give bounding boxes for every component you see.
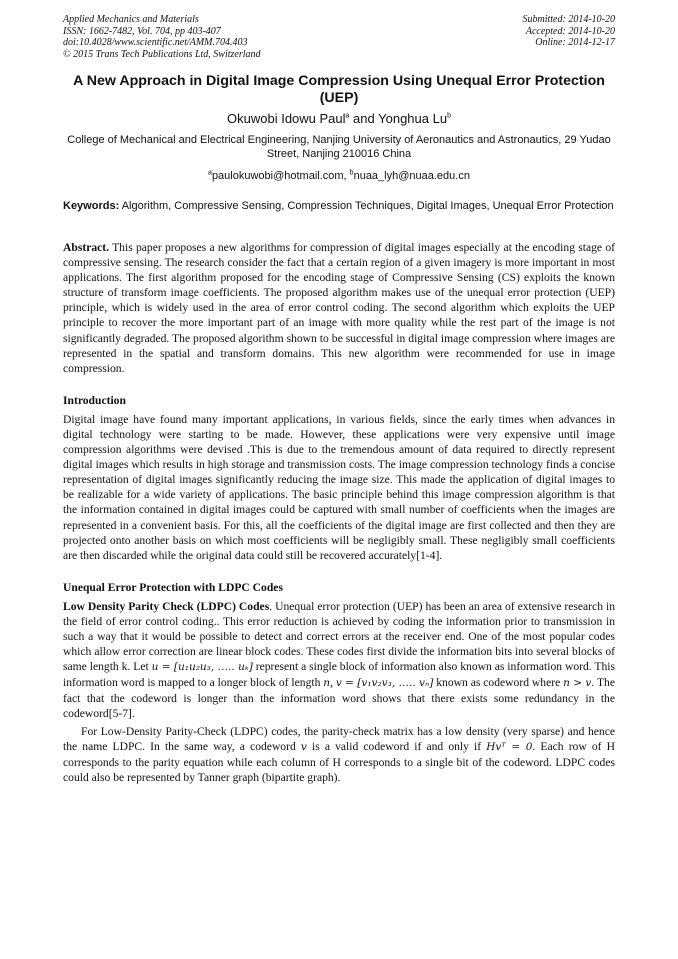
- p1-a: . Unequal error protection (UEP) has been an area of extensive research in the field of error control coding.. This error reduction is achieved by coding the information prior to transmission in such a way that it would be possible to detect and correct errors at the receiver end. One of the most popular codes which allow error correction are linear block codes. These codes first divide the information bits into several blocks of same length k. Let: [63, 599, 615, 674]
- email-b-sup: b: [349, 169, 354, 177]
- journal-issn: ISSN: 1662-7482, Vol. 704, pp 403-407: [63, 25, 221, 37]
- keywords-text: Algorithm, Compressive Sensing, Compression Techniques, Digital Images, Unequal Error Protection: [119, 200, 614, 212]
- author-and: and: [349, 111, 379, 126]
- paper-page: [63, 14, 615, 785]
- author-2-sup: b: [447, 112, 451, 120]
- p2-b: is a valid codeword if and only if: [306, 739, 487, 753]
- journal-dates: [523, 14, 616, 60]
- email-a[interactable]: paulokuwobi@hotmail.com,: [211, 170, 350, 182]
- author-line: [63, 111, 615, 127]
- journal-header: [63, 14, 615, 60]
- date-online: Online: 2014-12-17: [535, 37, 615, 48]
- math-u: u = [u₁u₂u₃, ….. uₖ]: [151, 661, 253, 674]
- email-line: [63, 169, 615, 183]
- uep-paragraph-2: [63, 724, 615, 785]
- p1-c: ,: [330, 676, 336, 690]
- uep-section-heading: Unequal Error Protection with LDPC Codes: [63, 580, 283, 594]
- introduction-text: Digital image have found many important applications, in various fields, since the early times when advances in digital technology were starting to be made. However, these applications were very expensive until image compression algorithms were devised .This is due to the tremendous amount of data required to directly represent digital images which results in high storage and transmission costs. The image compression technology finds a concise representation of digital images significantly reducing the image size. This made the application of digital images to be realizable for a wide variety of applications. The basic principle behind this image compression algorithm is that the information contained in digital images could be captured with small number of coefficients when the images are represented in a convenient basis. For this, all the coefficients of the digital image are first collected and then they are projected onto another basis on which most coefficients will be negligibly small. These negligibly small coefficients are then discarded while the original data could still be recovered accurately[1-4].: [63, 412, 615, 562]
- math-n-gt-v: n > v: [563, 677, 592, 690]
- date-submitted: Submitted: 2014-10-20: [522, 14, 615, 25]
- p2-a: For Low-Density Parity-Check (LDPC) codes, the parity-check matrix has a low density (very sparse) and hence the name LDPC. In the same way, a codeword: [63, 724, 615, 753]
- p1-d: known as codeword where: [433, 676, 564, 690]
- math-n: n: [323, 677, 331, 690]
- journal-info: [63, 14, 261, 60]
- abstract-label: Abstract.: [63, 241, 110, 254]
- author-1: Okuwobi Idowu Paul: [227, 111, 346, 126]
- email-b[interactable]: nuaa_lyh@nuaa.edu.cn: [353, 170, 470, 182]
- abstract-text: This paper proposes a new algorithms for compression of digital images especially at the encoding stage of compressive sensing. The research consider the fact that a certain region of a given imagery is more important in most applications. The first algorithm proposed for the encoding stage of Compressive Sensing (CS) exploits the known structure of transform image coefficients. The proposed algorithm makes use of the unequal error protection (UEP) principle, which is widely used in the area of error control coding. The second algorithm which exploits the UEP principle to recover the more important part of an image with more quality while the rest part of the image is not significantly degraded. The proposed algorithm shown to be successful in digital image compression where images are represented in the spatial and transform domains. This new algorithm were recommended for use in image compression.: [63, 241, 615, 375]
- journal-name: Applied Mechanics and Materials: [63, 14, 199, 25]
- p1-b: represent a single block of information also known as information word. This information word is mapped to a longer block of length: [63, 660, 615, 690]
- email-a-sup: a: [208, 169, 212, 177]
- paper-title: A New Approach in Digital Image Compression Using Unequal Error Protection (UEP): [73, 73, 605, 106]
- keywords: [63, 199, 615, 213]
- math-hvt: Hvᵀ = 0: [486, 740, 533, 753]
- journal-doi: doi:10.4028/www.scientific.net/AMM.704.403: [63, 37, 248, 48]
- date-accepted: Accepted: 2014-10-20: [525, 25, 615, 37]
- journal-copyright: © 2015 Trans Tech Publications Ltd, Switzerland: [63, 48, 261, 60]
- p2-c: . Each row of H corresponds to the parity equation while each column of H corresponds to a single bit of the codeword. LDPC codes could also be represented by Tanner graph (bipartite graph).: [63, 739, 616, 784]
- keywords-label: Keywords:: [63, 200, 120, 212]
- uep-paragraph-1: [63, 599, 615, 722]
- math-v: v = [v₁v₂v₃, ….. vₙ]: [335, 677, 434, 690]
- abstract: [63, 240, 615, 376]
- author-2: Yonghua Lu: [378, 111, 448, 126]
- introduction-heading: Introduction: [63, 393, 126, 407]
- author-1-sup: a: [345, 112, 350, 120]
- p1-e: . The fact that the codeword is longer than the information word shows that there exists some redundancy in the codeword[5-7].: [63, 676, 615, 721]
- affiliation: College of Mechanical and Electrical Engineering, Nanjing University of Aeronautics and Astronautics, 29 Yudao Street, Nanjing 210016 China: [67, 134, 611, 160]
- ldpc-subheading: Low Density Parity Check (LDPC) Codes: [63, 599, 270, 613]
- math-v2: v: [300, 740, 307, 753]
